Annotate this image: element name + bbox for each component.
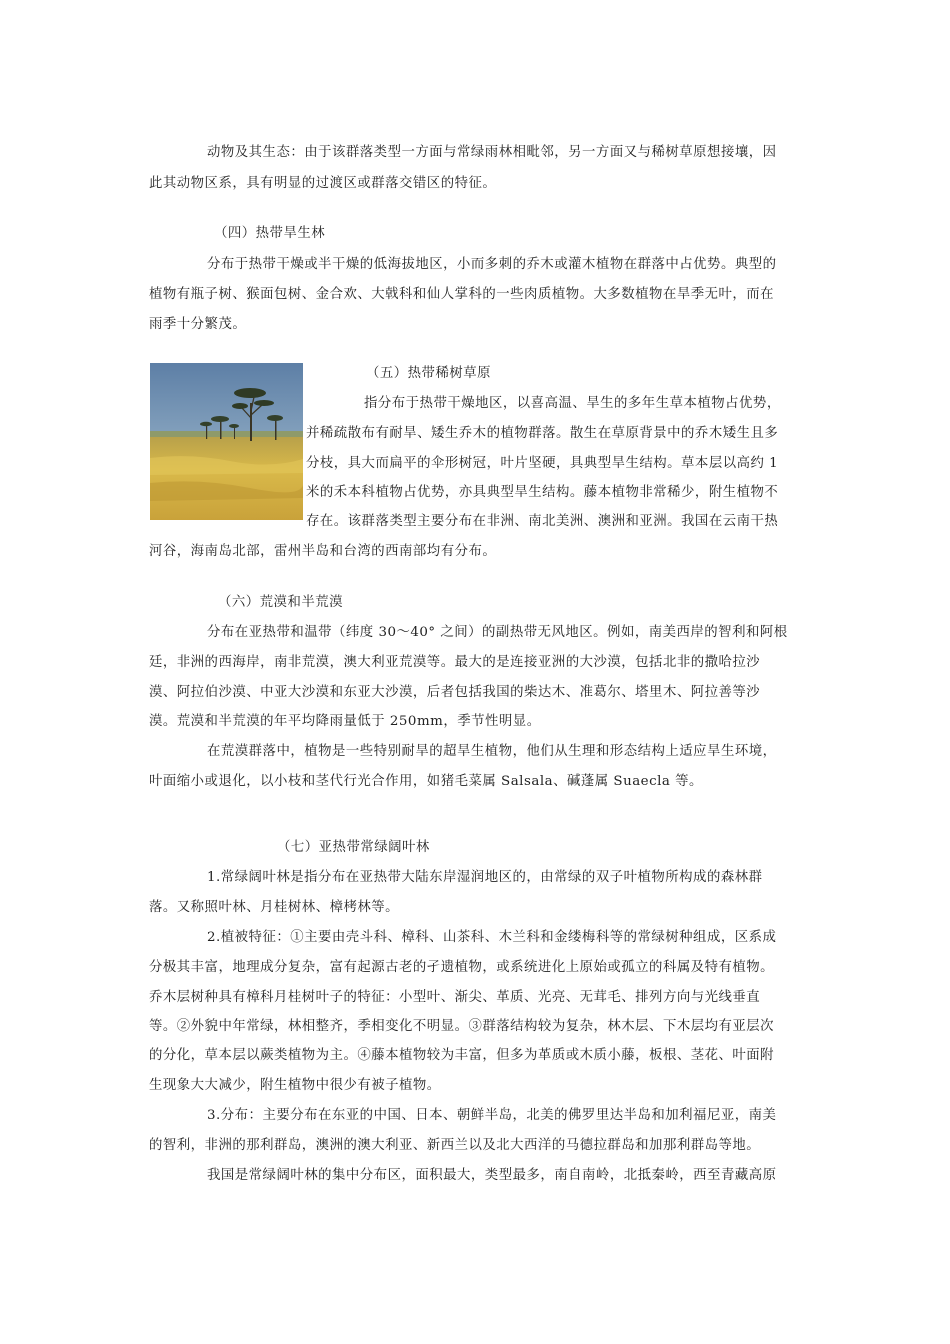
paragraph-section-6-line-2: 廷，非洲的西海岸，南非荒漠，澳大利亚荒漠等。最大的是连接亚洲的大沙漠，包括北非的撒哈拉沙 xyxy=(149,655,761,670)
heading-section-7: （七）亚热带常绿阔叶林 xyxy=(277,840,430,855)
paragraph-section-5-line-1: 指分布于热带干燥地区，以喜高温、旱生的多年生草本植物占优势， xyxy=(364,396,781,411)
paragraph-section-7-line-7: 的分化，草本层以蕨类植物为主。④藤本植物较为丰富，但多为革质或木质小藤，板根、茎花、叶面附 xyxy=(149,1048,775,1063)
paragraph-section-7-line-2: 落。又称照叶林、月桂树林、樟栲林等。 xyxy=(149,900,400,915)
paragraph-section-7-line-1: 1.常绿阔叶林是指分布在亚热带大陆东岸湿润地区的，由常绿的双子叶植物所构成的森林群 xyxy=(207,870,763,885)
paragraph-section-6-line-5: 在荒漠群落中，植物是一些特别耐旱的超旱生植物，他们从生理和形态结构上适应旱生环境， xyxy=(207,744,777,759)
paragraph-section-7-line-5: 乔木层树种具有樟科月桂树叶子的特征：小型叶、渐尖、革质、光亮、无茸毛、排列方向与光线垂直 xyxy=(149,990,761,1005)
paragraph-section-7-line-4: 分极其丰富，地理成分复杂，富有起源古老的孑遗植物，或系统进化上原始或孤立的科属及特有植物。 xyxy=(149,960,775,975)
paragraph-section-7-line-6: 等。②外貌中年常绿，林相整齐，季相变化不明显。③群落结构较为复杂，林木层、下木层均有亚层次 xyxy=(149,1019,775,1034)
paragraph-section-4-line-3: 雨季十分繁茂。 xyxy=(149,317,247,332)
paragraph-section-5-line-4: 米的禾本科植物占优势，亦具典型旱生结构。藤本植物非常稀少，附生植物不 xyxy=(306,485,779,500)
paragraph-section-5-line-3: 分枝，具大而扁平的伞形树冠，叶片坚硬，具典型旱生结构。草本层以高约 1 xyxy=(306,456,779,471)
heading-section-6: （六）荒漠和半荒漠 xyxy=(218,595,344,610)
savanna-photo xyxy=(150,363,303,520)
paragraph-section-5-line-6: 河谷，海南岛北部，雷州半岛和台湾的西南部均有分布。 xyxy=(149,544,497,559)
paragraph-section-5-line-2: 并稀疏散布有耐旱、矮生乔木的植物群落。散生在草原背景中的乔木矮生且多 xyxy=(306,426,779,441)
paragraph-section-5-line-5: 存在。该群落类型主要分布在非洲、南北美洲、澳洲和亚洲。我国在云南干热 xyxy=(306,514,779,529)
paragraph-section-7-line-10: 的智利，非洲的那利群岛，澳洲的澳大利亚、新西兰以及北大西洋的马德拉群岛和加那利群岛等地。 xyxy=(149,1138,761,1153)
paragraph-animals-line-2: 此其动物区系，具有明显的过渡区或群落交错区的特征。 xyxy=(149,176,497,191)
paragraph-section-7-line-3: 2.植被特征：①主要由壳斗科、樟科、山茶科、木兰科和金缕梅科等的常绿树种组成，区系成 xyxy=(207,930,777,945)
paragraph-section-7-line-8: 生现象大大减少，附生植物中很少有被子植物。 xyxy=(149,1078,441,1093)
paragraph-animals-line-1: 动物及其生态：由于该群落类型一方面与常绿雨林相毗邻，另一方面又与稀树草原想接壤，因 xyxy=(207,145,777,160)
paragraph-section-6-line-3: 漠、阿拉伯沙漠、中亚大沙漠和东亚大沙漠，后者包括我国的柴达木、准葛尔、塔里木、阿拉善等沙 xyxy=(149,685,761,700)
paragraph-section-4-line-2: 植物有瓶子树、猴面包树、金合欢、大戟科和仙人掌科的一些肉质植物。大多数植物在旱季无叶，而在 xyxy=(149,287,775,302)
paragraph-section-4-line-1: 分布于热带干燥或半干燥的低海拔地区，小而多刺的乔木或灌木植物在群落中占优势。典型的 xyxy=(207,257,777,272)
paragraph-section-7-line-9: 3.分布：主要分布在东亚的中国、日本、朝鲜半岛，北美的佛罗里达半岛和加利福尼亚，南美 xyxy=(207,1108,777,1123)
paragraph-section-6-line-1: 分布在亚热带和温带（纬度 30～40° 之间）的副热带无风地区。例如，南美西岸的智利和阿根 xyxy=(207,625,788,640)
heading-section-5: （五）热带稀树草原 xyxy=(366,366,492,381)
paragraph-section-6-line-6: 叶面缩小或退化，以小枝和茎代行光合作用，如猪毛菜属 Salsala、碱蓬属 Suaecla 等。 xyxy=(149,774,703,789)
heading-section-4: （四）热带旱生林 xyxy=(214,226,326,241)
paragraph-section-7-line-11: 我国是常绿阔叶林的集中分布区，面积最大，类型最多，南自南岭，北抵秦岭，西至青藏高原 xyxy=(207,1168,777,1183)
paragraph-section-6-line-4: 漠。荒漠和半荒漠的年平均降雨量低于 250mm，季节性明显。 xyxy=(149,714,541,729)
